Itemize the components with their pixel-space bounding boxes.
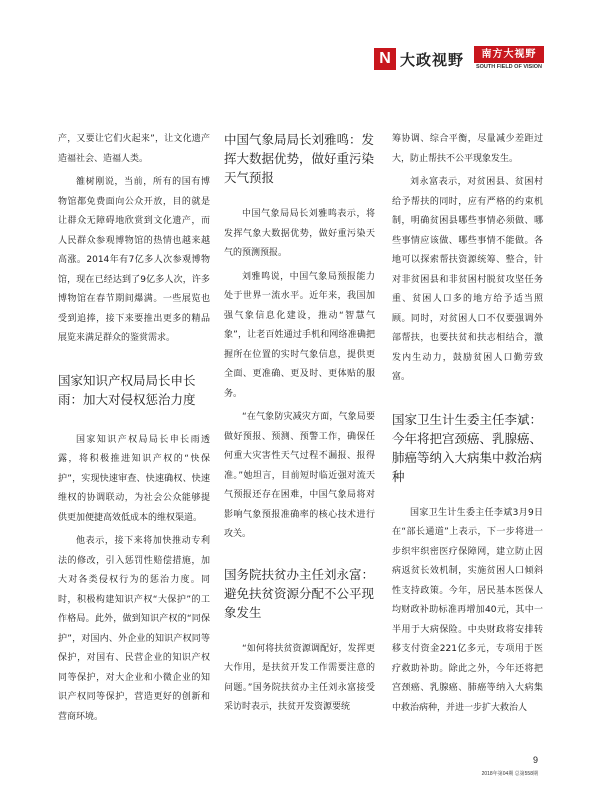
paragraph: 国家知识产权局局长申长雨透露，将积极推进知识产权的“快保护”，实现快速审查、快速确权、快速维权的协调联动，为社会公众能够提供更加便捷高效低成本的维权渠道。 bbox=[58, 434, 210, 523]
column-2 bbox=[224, 130, 375, 718]
paragraph: “如何将扶贫资源调配好，发挥更大作用，是扶贫开发工作需要注意的问题。”国务院扶贫办主任刘永富接受采访时表示，扶贫开发资源要统 bbox=[224, 643, 375, 712]
paragraph: “在气象防灾减灾方面，气象局要做好预报、预测、预警工作，确保任何重大灾害性天气过程不漏报、报得准。”她坦言，目前短时临近强对流天气预报还存在困难，中国气象局将对影响气象预报准确率的核心技术进行攻关。 bbox=[224, 412, 375, 539]
paragraph: 筹协调、综合平衡，尽量减少差距过大，防止帮扶不公平现象发生。 bbox=[392, 134, 543, 164]
paragraph: 产，又要让它们火起来”，让文化遗产造福社会、造福人类。 bbox=[58, 134, 210, 164]
article-heading: 国务院扶贫办主任刘永富：避免扶贫资源分配不公平现象发生 bbox=[224, 566, 375, 620]
magazine-logo: N bbox=[374, 48, 396, 70]
column-badge-subtitle: SOUTH FIELD OF VISION bbox=[475, 64, 542, 70]
article-heading: 中国气象局局长刘雅鸣：发挥大数据优势，做好重污染天气预报 bbox=[224, 132, 375, 185]
paragraph: 雒树刚说，当前，所有的国有博物馆都免费面向公众开放，目的就是让群众无障碍地欣赏到文化遗产，而人民群众参观博物馆的热情也越来越高涨。2014年有7亿多人次参观博物馆，现在已经达到了9亿多人次，许多博物馆在春节期间爆满。一些展览也受到追捧，接下来要推出更多的精品展览来满足群众的鉴赏需求。 bbox=[58, 177, 210, 343]
column-3 bbox=[392, 130, 543, 718]
paragraph: 中国气象局局长刘雅鸣表示，将发挥气象大数据优势，做好重污染天气的预测预报。 bbox=[224, 209, 375, 258]
paragraph: 刘雅鸣说，中国气象局预报能力处于世界一流水平。近年来，我国加强气象信息化建设，推动“智慧气象”，让老百姓通过手机和网络准确把握所在位置的实时气象信息，提供更全面、更准确、更及时、更体贴的服务。 bbox=[224, 271, 375, 399]
article-heading: 国家卫生计生委主任李斌：今年将把宫颈癌、乳腺癌、肺癌等纳入大病集中救治病种 bbox=[392, 411, 543, 484]
column-badge bbox=[474, 46, 544, 72]
column-badge-title: 南方大视野 bbox=[474, 46, 544, 63]
paragraph: 国家卫生计生委主任李斌3月9日在“部长通道”上表示，下一步将进一步织牢织密医疗保障网，建立防止因病返贫长效机制，实施贫困人口倾斜性支持政策。今年，居民基本医保人均财政补助标准再增加40元，其中一半用于大病保险。中央财政将安排转移支付资金221亿多元，专项用于医疗救助补助。除此之外，今年还将把宫颈癌、乳腺癌、肺癌等纳入大病集中救治病种，并进一步扩大救治人 bbox=[392, 507, 543, 713]
section-name: 大政视野 bbox=[399, 50, 464, 69]
issue-info: 2018年第04期 总第558期 bbox=[481, 771, 538, 777]
paragraph: 刘永富表示，对贫困县、贫困村给予帮扶的同时，应有严格的约束机制，明确贫困县哪些事情必须做、哪些事情应该做、哪些事情不能做。各地可以探索帮扶资源统筹、整合，针对非贫困县和非贫困村脱贫攻坚任务重、贫困人口多的地方给予适当照顾。同时，对贫困人口不仅要强调外部帮扶，也要扶贫和扶志相结合，激发内生动力，鼓励贫困人口勤劳致富。 bbox=[392, 177, 543, 382]
column-1 bbox=[58, 130, 210, 727]
paragraph: 他表示，接下来将加快推动专利法的修改，引入惩罚性赔偿措施，加大对各类侵权行为的惩治力度。同时，积极构建知识产权“大保护”的工作格局。此外，做到知识产权的“同保护”，对国内、外企业的知识产权同等保护，对国有、民营企业的知识产权同等保护，对大企业和小微企业的知识产权同等保护，营造更好的创新和营商环境。 bbox=[58, 536, 210, 722]
article-heading: 国家知识产权局局长申长雨：加大对侵权惩治力度 bbox=[58, 372, 196, 407]
page-number: 9 bbox=[532, 755, 538, 765]
page-header bbox=[374, 44, 544, 74]
